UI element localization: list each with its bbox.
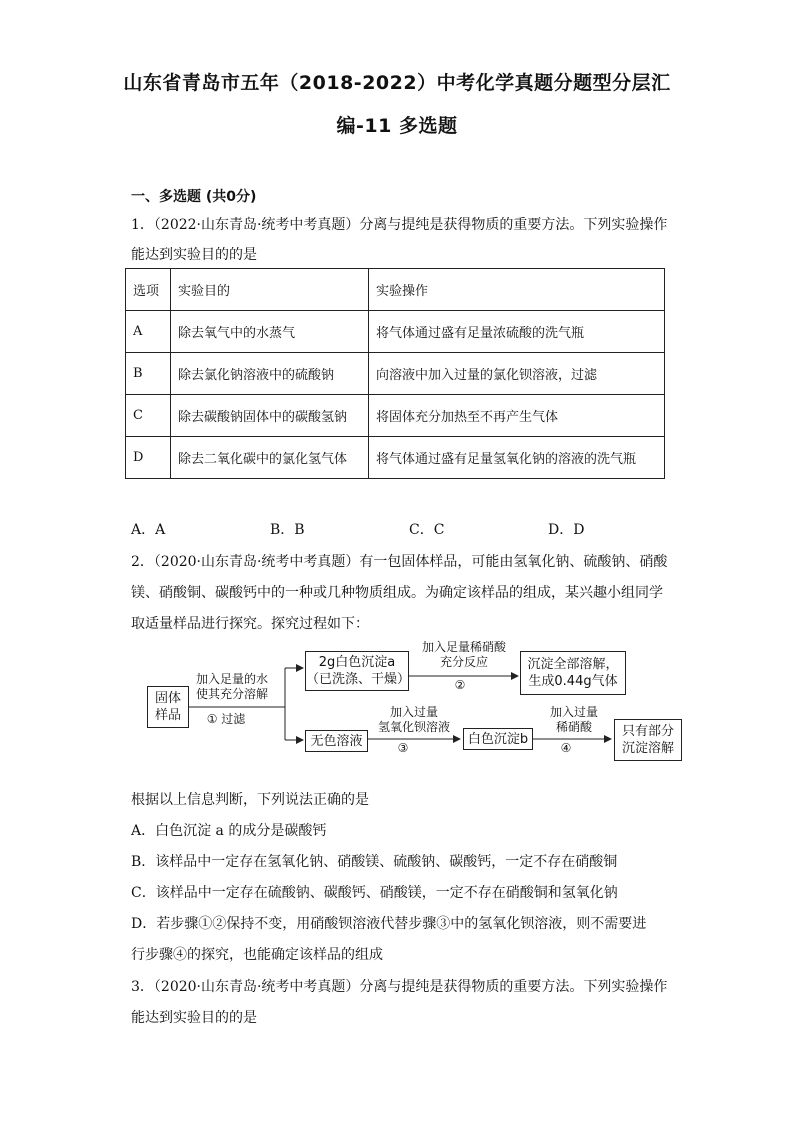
table-cell: 将气体通过盛有足量浓硫酸的洗气瓶 bbox=[369, 311, 665, 353]
solid-sample-label-2: 样品 bbox=[154, 708, 181, 723]
step-3-text-1: 加入过量 bbox=[389, 705, 438, 719]
table-header-cell: 实验目的 bbox=[171, 269, 369, 311]
colorless-solution-box: 无色溶液 bbox=[305, 730, 368, 752]
q1-choice-d: D．D bbox=[548, 522, 585, 538]
q2-question: 根据以上信息判断，下列说法正确的是 bbox=[131, 792, 369, 808]
result-b-text-2: 沉淀溶解 bbox=[621, 741, 674, 756]
q1-choice-c: C．C bbox=[409, 522, 445, 538]
table-cell: B bbox=[126, 353, 171, 395]
step-3-text-2: 氢氧化钡溶液 bbox=[377, 720, 450, 734]
table-cell: 向溶液中加入过量的氯化钡溶液，过滤 bbox=[369, 353, 665, 395]
step-2-number: ② bbox=[454, 678, 466, 692]
q2-option-b: B．该样品中一定存在氢氧化钠、硝酸镁、硫酸钠、碳酸钙，一定不存在硝酸铜 bbox=[131, 854, 618, 870]
solid-sample-box bbox=[147, 686, 189, 728]
step-4-number: ④ bbox=[560, 741, 572, 755]
section-heading: 一、多选题 (共0分) bbox=[131, 189, 257, 205]
q1-stem-line-1: 1．（2022·山东青岛·统考中考真题）分离与提纯是获得物质的重要方法。下列实验操作 bbox=[131, 217, 668, 233]
q2-stem-line-3: 取适量样品进行探究。探究过程如下： bbox=[131, 616, 369, 632]
step-1-label bbox=[191, 672, 273, 702]
step-1-text-1: 加入足量的水 bbox=[195, 672, 268, 686]
precipitate-a-text-2: （已洗涤、干燥） bbox=[306, 672, 411, 687]
precipitate-a-text-1: 2g白色沉淀a bbox=[318, 655, 396, 670]
table-cell: 除去氧气中的水蒸气 bbox=[171, 311, 369, 353]
q1-choice-a: A．A bbox=[131, 522, 166, 538]
step-4-text-1: 加入过量 bbox=[549, 705, 598, 719]
q3-stem-line-1: 3．（2020·山东青岛·统考中考真题）分离与提纯是获得物质的重要方法。下列实验操作 bbox=[131, 979, 668, 995]
result-a-box bbox=[520, 651, 626, 695]
step-4-label bbox=[538, 705, 610, 735]
q2-option-a: A．白色沉淀 a 的成分是碳酸钙 bbox=[131, 823, 327, 839]
q2-stem-line-1: 2．（2020·山东青岛·统考中考真题）有一包固体样品，可能由氢氧化钠、硫酸钠、硝酸 bbox=[131, 554, 668, 570]
table-cell: D bbox=[126, 437, 171, 479]
table-cell: 将固体充分加热至不再产生气体 bbox=[369, 395, 665, 437]
document-title-line-2: 编-11 多选题 bbox=[336, 115, 458, 137]
step-2-text-1: 加入足量稀硝酸 bbox=[421, 640, 506, 654]
q1-stem-line-2: 能达到实验目的的是 bbox=[131, 247, 257, 263]
step-1-number: ① 过滤 bbox=[206, 712, 246, 726]
table-cell: 除去碳酸钠固体中的碳酸氢钠 bbox=[171, 395, 369, 437]
q2-option-d-line-2: 行步骤④的探究，也能确定该样品的组成 bbox=[131, 947, 383, 963]
precipitate-b-box: 白色沉淀b bbox=[463, 728, 533, 750]
table-cell: C bbox=[126, 395, 171, 437]
step-2-text-2: 充分反应 bbox=[439, 655, 488, 669]
result-b-box bbox=[614, 719, 682, 761]
document-title-line-1: 山东省青岛市五年（2018-2022）中考化学真题分题型分层汇 bbox=[123, 72, 671, 94]
precipitate-a-box bbox=[305, 651, 409, 691]
step-1-text-2: 使其充分溶解 bbox=[195, 687, 268, 701]
step-4-text-2: 稀硝酸 bbox=[555, 720, 592, 734]
q3-stem-line-2: 能达到实验目的的是 bbox=[131, 1010, 257, 1026]
table-header-cell: 实验操作 bbox=[369, 269, 665, 311]
table-cell: 除去二氧化碳中的氯化氢气体 bbox=[171, 437, 369, 479]
table-cell: A bbox=[126, 311, 171, 353]
q2-stem-line-2: 镁、硝酸铜、碳酸钙中的一种或几种物质组成。为确定该样品的组成，某兴趣小组同学 bbox=[131, 585, 663, 601]
result-a-text-1: 沉淀全部溶解， bbox=[527, 657, 619, 672]
table-cell: 将气体通过盛有足量氢氧化钠的溶液的洗气瓶 bbox=[369, 437, 665, 479]
step-3-label bbox=[366, 705, 462, 735]
table-header-cell: 选项 bbox=[126, 269, 171, 311]
q2-option-d-line-1: D．若步骤①②保持不变，用硝酸钡溶液代替步骤③中的氢氧化钡溶液，则不需要进 bbox=[131, 916, 647, 932]
result-a-text-2: 生成0.44g气体 bbox=[528, 674, 618, 689]
q2-option-c: C．该样品中一定存在硫酸钠、碳酸钙、硝酸镁，一定不存在硝酸铜和氢氧化钠 bbox=[131, 885, 618, 901]
result-b-text-1: 只有部分 bbox=[621, 724, 674, 739]
step-3-number: ③ bbox=[397, 741, 409, 755]
table-cell: 除去氯化钠溶液中的硫酸钠 bbox=[171, 353, 369, 395]
q1-choice-b: B．B bbox=[270, 522, 305, 538]
step-2-label bbox=[410, 640, 518, 670]
solid-sample-label-1: 固体 bbox=[154, 691, 181, 706]
